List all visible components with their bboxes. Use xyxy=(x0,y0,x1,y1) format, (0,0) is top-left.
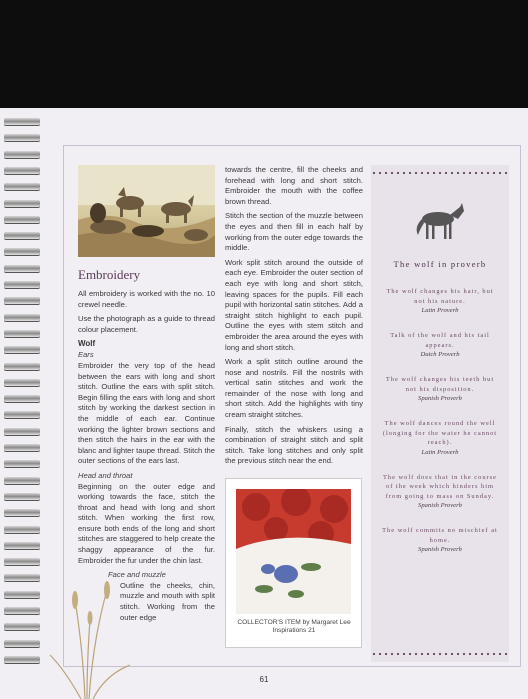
proverb-list xyxy=(371,287,509,554)
spiral-coil xyxy=(4,607,40,614)
spiral-coil xyxy=(4,265,40,272)
face-label: Face and muzzle xyxy=(108,570,166,580)
spiral-coil xyxy=(4,574,40,581)
face-paragraph: Outline the cheeks, chin, muzzle and mouth with split stitch. Working from the outer edge xyxy=(120,580,215,622)
proverb-text: Talk of the wolf and his tail appears. xyxy=(390,332,490,349)
proverb-source: Latin Proverb xyxy=(421,307,459,314)
spiral-coil xyxy=(4,411,40,418)
proverb-source: Spanish Proverb xyxy=(418,502,462,509)
col2-paragraph-3: Work split stitch around the outside of each eye. Embroider the outer section of each eye with long and short stitch, leaving spaces for the pupils. Fill each pupil with horizontal satin stitches. Add a straight stitch highlight to each pupil. Outline the eyes with stem stitch and embroider the area around the eyes with long and short stitch. xyxy=(225,257,363,352)
intro-paragraph-1: All embroidery is worked with the no. 10 crewel needle. xyxy=(78,289,215,309)
proverb-text: The wolf changes his hair, but not his nature. xyxy=(386,288,494,305)
intro-paragraph-2: Use the photograph as a guide to thread colour placement. xyxy=(78,314,215,334)
spiral-binding xyxy=(4,118,40,678)
spiral-coil xyxy=(4,591,40,598)
spiral-coil xyxy=(4,640,40,647)
wolves-illustration xyxy=(78,165,215,257)
spiral-coil xyxy=(4,623,40,630)
spiral-coil xyxy=(4,248,40,255)
proverb-text: The wolf commits no mischief at home. xyxy=(382,527,498,544)
col2-paragraph-1: towards the centre, fill the cheeks and forehead with long and short stitch. Embroider the mouth with the coffee brown thread. xyxy=(225,165,363,206)
section-heading: Embroidery xyxy=(78,267,141,282)
proverb-source: Dutch Proverb xyxy=(420,351,460,358)
dark-background xyxy=(0,0,528,112)
wolf-subheading: Wolf xyxy=(78,339,96,349)
proverb-sidebar xyxy=(371,165,509,662)
spiral-coil xyxy=(4,281,40,288)
spiral-coil xyxy=(4,542,40,549)
bottom-dots-border xyxy=(371,652,509,656)
proverb-source: Spanish Proverb xyxy=(418,546,462,553)
spiral-coil xyxy=(4,134,40,141)
roses-embroidery-icon xyxy=(236,489,351,614)
spiral-coil xyxy=(4,314,40,321)
spiral-coil xyxy=(4,363,40,370)
page-number: 61 xyxy=(259,675,269,684)
col2-paragraph-4: Work a split stitch outline around the nose and nostrils. Fill the nostrils with vertical satin stitches and work the remainder of the nose with long and short stitch. Add the highlights with tiny cream straight stitches. xyxy=(225,357,363,420)
proverb-source: Latin Proverb xyxy=(421,448,459,456)
spiral-coil xyxy=(4,167,40,174)
spiral-coil xyxy=(4,118,40,125)
spiral-coil xyxy=(4,200,40,207)
spiral-coil xyxy=(4,509,40,516)
col2-paragraph-2: Stitch the section of the muzzle between the eyes and then fill in each half by working from the outer edge towards the middle. xyxy=(225,211,363,253)
head-label: Head and throat xyxy=(78,470,133,480)
spiral-coil xyxy=(4,379,40,386)
wolves-picture-icon xyxy=(78,165,215,257)
spiral-coil xyxy=(4,395,40,402)
spiral-coil xyxy=(4,428,40,435)
proverb-text: The wolf dances round the well (longing for the water he cannot reach). xyxy=(382,420,498,446)
proverb-text: The wolf does that in the course of the week which hinders him from going to mass on Sunday. xyxy=(383,473,497,500)
photo-image xyxy=(236,489,351,614)
spiral-coil xyxy=(4,216,40,223)
sidebar-title: The wolf in proverb xyxy=(393,259,487,269)
spiral-coil xyxy=(4,444,40,451)
left-column xyxy=(78,165,215,627)
spiral-coil xyxy=(4,656,40,663)
spiral-coil xyxy=(4,460,40,467)
spiral-coil xyxy=(4,232,40,239)
spiral-coil xyxy=(4,183,40,190)
photo-caption: COLLECTOR'S ITEM by Margaret Lee Inspirations 21 xyxy=(237,619,351,634)
spiral-coil xyxy=(4,558,40,565)
proverb-source: Spanish Proverb xyxy=(418,395,462,402)
proverb-text: The wolf changes his teeth but not his disposition. xyxy=(385,376,495,393)
spiral-coil xyxy=(4,346,40,353)
grass-decoration-icon xyxy=(45,560,135,699)
middle-column xyxy=(225,165,363,471)
embroidery-photo xyxy=(225,478,362,648)
spiral-coil xyxy=(4,330,40,337)
ears-label: Ears xyxy=(78,350,94,360)
spiral-coil xyxy=(4,151,40,158)
top-dots-border xyxy=(371,171,509,175)
ears-paragraph: Embroider the very top of the head between the ears with long and short stitch. Outline the ears with split stitch. Begin filling the ears with long and short stitch by working the darkest section in the middle of each ear. Continue working the lighter brown sections and then stitch the hairs in the ear with the blanc and lighter taupe thread. Stitch the outer sections of the ears last. xyxy=(78,360,215,466)
spiral-coil xyxy=(4,297,40,304)
col2-paragraph-5: Finally, stitch the whiskers using a combination of straight stitch and split stitch. Take long stitches and only split the previous stitch near the end. xyxy=(225,424,363,466)
spiral-coil xyxy=(4,493,40,500)
wolf-icon xyxy=(410,189,470,249)
spiral-coil xyxy=(4,526,40,533)
head-paragraph: Beginning on the outer edge and working towards the face, stitch the throat and head with long and short stitch. When working the first row, ensure both ends of the long and short stitches are staggered to help create the shaggy appearance of the fur. Embroider the fur under the chin last. xyxy=(78,481,215,565)
spiral-coil xyxy=(4,477,40,484)
